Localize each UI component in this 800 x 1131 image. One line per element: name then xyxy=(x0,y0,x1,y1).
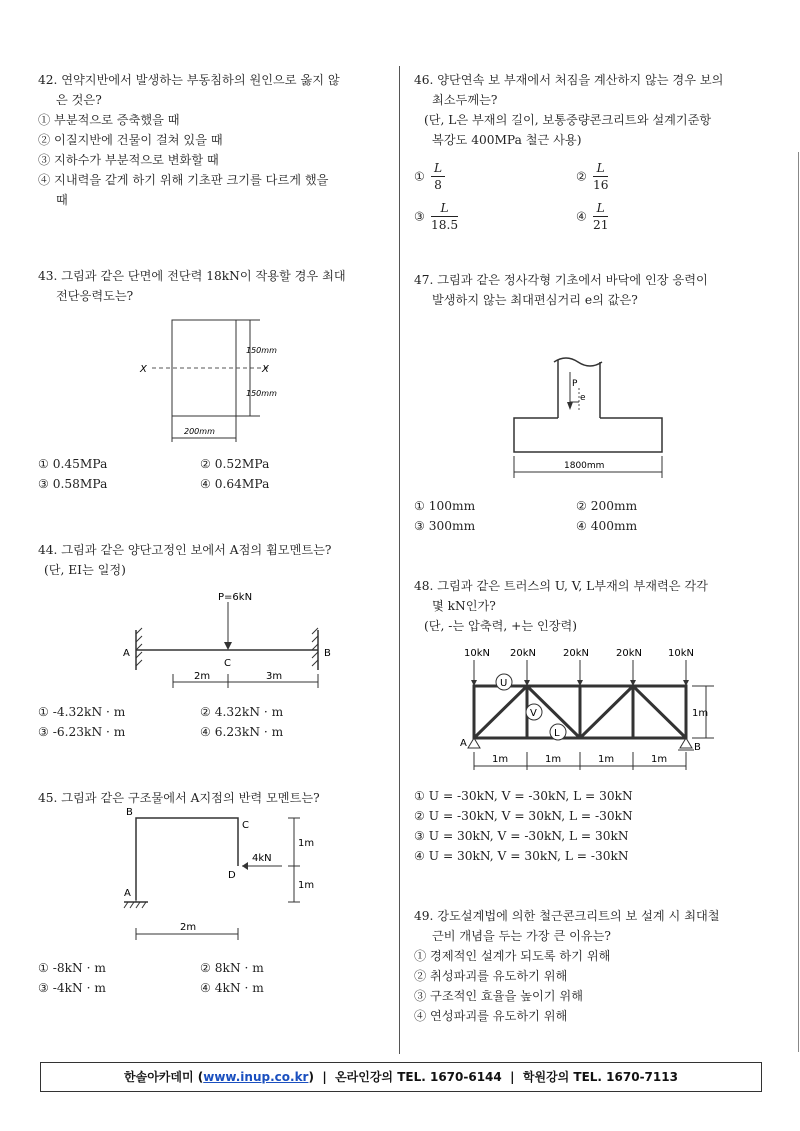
question-47 xyxy=(414,270,764,310)
footer-separator: | xyxy=(510,1070,515,1084)
column-divider xyxy=(399,66,400,1054)
load-label-4: 20kN xyxy=(616,648,642,659)
axis-x-right-label: X xyxy=(262,364,269,375)
member-v-label: V xyxy=(530,708,537,719)
question-45-figure xyxy=(118,807,318,966)
span-label-4: 1m xyxy=(651,754,668,765)
footer-paren-close: ) xyxy=(308,1070,314,1084)
member-l-label: L xyxy=(554,728,560,739)
question-48-note: (단, -는 압축력, +는 인장력) xyxy=(424,619,578,633)
span-label-3: 1m xyxy=(598,754,615,765)
question-44-choice-1[interactable]: ① -4.32kN · m xyxy=(38,705,126,719)
question-46-choice-2[interactable]: ② $\frac{L}{16}$ xyxy=(576,161,609,192)
question-42-text: 42. 연약지반에서 발생하는 부동침하의 원인으로 옳지 않 xyxy=(38,73,340,87)
question-43-choices xyxy=(38,454,398,494)
question-45-choice-3[interactable]: ③ -4kN · m xyxy=(38,981,106,995)
question-44 xyxy=(38,540,398,580)
rectangular-section-diagram xyxy=(138,310,328,450)
question-42 xyxy=(38,70,398,210)
truss-diagram xyxy=(454,644,724,774)
question-43-text: 43. 그림과 같은 단면에 전단력 18kN이 작용할 경우 최대 xyxy=(38,269,346,283)
question-42-choice-4[interactable]: ④ 지내력을 같게 하기 위해 기초판 크기를 다르게 했을 xyxy=(38,173,329,187)
question-45-choice-1[interactable]: ① -8kN · m xyxy=(38,961,106,975)
question-48-text-cont: 몇 kN인가? xyxy=(432,599,496,613)
support-a-label: A xyxy=(123,648,130,659)
question-44-text: 44. 그림과 같은 양단고정인 보에서 A점의 휨모멘트는? xyxy=(38,543,332,557)
height-top-label: 150mm xyxy=(246,346,277,355)
question-49 xyxy=(414,906,764,1026)
question-44-choice-2[interactable]: ② 4.32kN · m xyxy=(200,705,284,719)
axis-x-left-label: X xyxy=(140,364,147,375)
frame-structure-diagram xyxy=(118,807,318,960)
member-u-label: U xyxy=(500,678,508,689)
question-45-choice-2[interactable]: ② 8kN · m xyxy=(200,961,264,975)
question-43-text-cont: 전단응력도는? xyxy=(56,289,134,303)
question-48-choice-3[interactable]: ③ U = 30kN, V = -30kN, L = 30kN xyxy=(414,829,629,843)
question-45 xyxy=(38,788,398,808)
question-47-choice-3[interactable]: ③ 300mm xyxy=(414,519,476,533)
question-48-choice-4[interactable]: ④ U = 30kN, V = 30kN, L = -30kN xyxy=(414,849,629,863)
question-44-text-cont: (단, EI는 일정) xyxy=(44,563,126,577)
node-a-label: A xyxy=(124,888,131,899)
footer-online-phone: 온라인강의 TEL. 1670-6144 xyxy=(335,1070,502,1084)
footer-offline-phone: 학원강의 TEL. 1670-7113 xyxy=(522,1070,678,1084)
question-46-choice-1[interactable]: ① $\frac{L}{8}$ xyxy=(414,160,445,193)
span-3m-label: 3m xyxy=(266,671,283,682)
footer-website-link[interactable]: www.inup.co.kr xyxy=(203,1070,309,1084)
question-48 xyxy=(414,576,764,636)
question-46-choice-3[interactable]: ③ $\frac{L}{18.5}$ xyxy=(414,201,459,232)
question-43-figure xyxy=(138,310,328,456)
point-c-label: C xyxy=(224,658,231,669)
question-46-note-cont: 복강도 400MPa 철근 사용) xyxy=(432,133,582,147)
load-label-3: 20kN xyxy=(563,648,589,659)
page-edge-line xyxy=(798,152,799,1052)
width-1800mm-label: 1800mm xyxy=(564,461,605,471)
height-bottom-label: 1m xyxy=(298,880,315,891)
question-44-choice-3[interactable]: ③ -6.23kN · m xyxy=(38,725,126,739)
load-p-label: P xyxy=(572,379,578,389)
height-1m-label: 1m xyxy=(692,708,709,719)
support-b-label: B xyxy=(694,742,701,753)
load-4kn-label: 4kN xyxy=(252,853,272,864)
question-49-choice-1[interactable]: ① 경제적인 설계가 되도록 하기 위해 xyxy=(414,949,611,963)
question-45-choice-4[interactable]: ④ 4kN · m xyxy=(200,981,264,995)
question-48-choice-2[interactable]: ② U = -30kN, V = 30kN, L = -30kN xyxy=(414,809,633,823)
footer-contact-bar xyxy=(40,1062,762,1092)
question-43 xyxy=(38,266,398,306)
support-b-label: B xyxy=(324,648,331,659)
load-label-5: 10kN xyxy=(668,648,694,659)
question-49-choice-2[interactable]: ② 취성파괴를 유도하기 위해 xyxy=(414,969,568,983)
question-47-choices xyxy=(414,496,764,536)
question-49-text-cont: 근비 개념을 두는 가장 큰 이유는? xyxy=(432,929,611,943)
question-47-text: 47. 그림과 같은 정사각형 기초에서 바닥에 인장 응력이 xyxy=(414,273,708,287)
question-46-text-cont: 최소두께는? xyxy=(432,93,498,107)
question-49-choice-3[interactable]: ③ 구조적인 효율을 높이기 위해 xyxy=(414,989,583,1003)
question-47-figure xyxy=(504,352,674,488)
span-label-2: 1m xyxy=(545,754,562,765)
question-46 xyxy=(414,70,764,150)
question-42-choice-2[interactable]: ② 이질지반에 건물이 걸쳐 있을 때 xyxy=(38,133,223,147)
question-47-text-cont: 발생하지 않는 최대편심거리 e의 값은? xyxy=(432,293,638,307)
width-2m-label: 2m xyxy=(180,922,197,933)
question-44-choices xyxy=(38,702,398,742)
eccentricity-e-label: e xyxy=(580,393,586,403)
question-48-choices xyxy=(414,786,764,866)
span-label-1: 1m xyxy=(492,754,509,765)
fixed-beam-diagram xyxy=(118,590,331,690)
question-45-choices xyxy=(38,958,398,998)
question-43-choice-3[interactable]: ③ 0.58MPa xyxy=(38,477,108,491)
question-47-choice-4[interactable]: ④ 400mm xyxy=(576,519,638,533)
question-48-choice-1[interactable]: ① U = -30kN, V = -30kN, L = 30kN xyxy=(414,789,633,803)
load-p-label: P=6kN xyxy=(218,592,253,603)
height-bottom-label: 150mm xyxy=(246,389,277,398)
footer-academy-name: 한솔아카데미 ( xyxy=(124,1070,204,1084)
question-48-text: 48. 그림과 같은 트러스의 U, V, L부재의 부재력은 각각 xyxy=(414,579,708,593)
node-c-label: C xyxy=(242,820,249,831)
node-b-label: B xyxy=(126,807,133,818)
node-d-label: D xyxy=(228,870,236,881)
question-46-choice-4[interactable]: ④ $\frac{L}{21}$ xyxy=(576,201,609,232)
question-44-choice-4[interactable]: ④ 6.23kN · m xyxy=(200,725,284,739)
question-43-choice-2[interactable]: ② 0.52MPa xyxy=(200,457,270,471)
question-42-choice-1[interactable]: ① 부분적으로 증축했을 때 xyxy=(38,113,180,127)
load-label-2: 20kN xyxy=(510,648,536,659)
question-42-text-cont: 은 것은? xyxy=(56,93,102,107)
square-footing-diagram xyxy=(504,352,674,482)
footer-separator: | xyxy=(322,1070,327,1084)
question-49-text: 49. 강도설계법에 의한 철근콘크리트의 보 설계 시 최대철 xyxy=(414,909,720,923)
question-49-choice-4[interactable]: ④ 연성파괴를 유도하기 위해 xyxy=(414,1009,568,1023)
load-label-1: 10kN xyxy=(464,648,490,659)
height-top-label: 1m xyxy=(298,838,315,849)
question-46-choices xyxy=(414,160,764,240)
question-45-text: 45. 그림과 같은 구조물에서 A지점의 반력 모멘트는? xyxy=(38,791,320,805)
width-label: 200mm xyxy=(184,427,215,436)
question-47-choice-2[interactable]: ② 200mm xyxy=(576,499,638,513)
question-43-choice-1[interactable]: ① 0.45MPa xyxy=(38,457,108,471)
question-43-choice-4[interactable]: ④ 0.64MPa xyxy=(200,477,270,491)
question-47-choice-1[interactable]: ① 100mm xyxy=(414,499,476,513)
question-48-figure xyxy=(454,644,724,780)
question-46-note: (단, L은 부재의 길이, 보통중량콘크리트와 설계기준항 xyxy=(424,113,712,127)
span-2m-label: 2m xyxy=(194,671,211,682)
question-42-choice-3[interactable]: ③ 지하수가 부분적으로 변화할 때 xyxy=(38,153,219,167)
question-46-text: 46. 양단연속 보 부재에서 처짐을 계산하지 않는 경우 보의 xyxy=(414,73,724,87)
question-44-figure xyxy=(118,590,331,696)
question-42-choice-4-cont: 때 xyxy=(56,193,68,207)
support-a-label: A xyxy=(460,738,467,749)
